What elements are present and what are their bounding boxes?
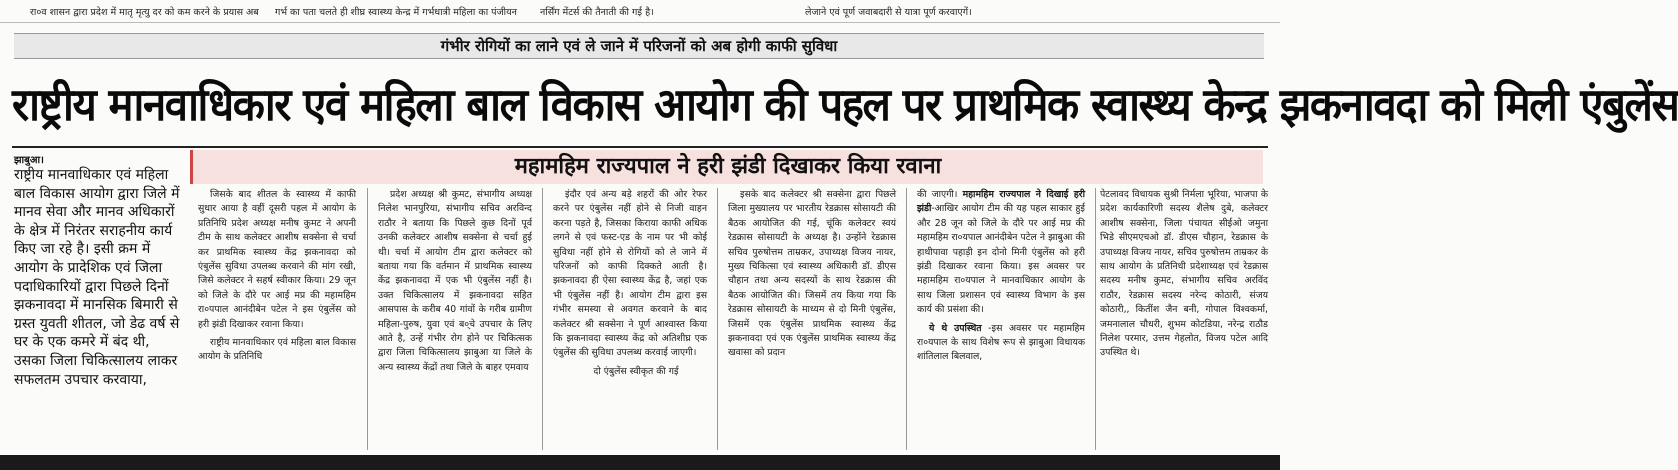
column-5-subheading-2: ये थे उपस्थित bbox=[929, 322, 982, 334]
article-column-2 bbox=[378, 188, 532, 379]
article-column-1 bbox=[198, 188, 356, 369]
column-5-paragraph-2 bbox=[917, 322, 1085, 365]
column-1-paragraph-1: जिसके बाद शीतल के स्वास्थ्य में काफी सुधार आया है वहीं दूसरी पहल में आयोग के प्रतिनिधि प्रदेश अध्यक्ष मनीष कुमट ने अपनी टीम के साथ कलेक्टर आशीष सक्सेना से चर्चा कर प्राथमिक स्वास्थ्य केंद्र झकनावदा को एंबुलेंस सुविधा उपलब्ध करवाने की मांग रखी, जिसे कलेक्टर ने सहर्ष स्वीकार किया। 29 जून को जिले के दौरे पर आई मप्र की महामहिम रा०पपाल आनंदीबेन पटेल ने इस एंबुलेंस को हरी झंडी दिखाकर रवाना किया। bbox=[198, 189, 356, 330]
article-column-5 bbox=[917, 188, 1085, 369]
column-4-paragraph-1: इसके बाद कलेक्टर श्री सक्सेना द्वारा पिछले जिला मुख्यालय पर भारतीय रेडक्रास सोसायटी की बैठक आयोजित की गई, चूंकि कलेक्टर स्वयं रेडक्रास सोसायटी के अध्यक्ष है। उन्होंने रेडक्रास सचिव पुरुषोत्तम ताम्रकर, उपाध्यक्ष विजय नायर, मुख्य चिकित्सा एवं स्वास्थ्य अधिकारी डॉ. डीएस चौहान तथा अन्य सदस्यों के साथ रेडक्रास की बैठक आयोजित की। जिसमें तय किया गया कि रेडक्रास सोसायटी के माध्यम से दो मिनी एंबुलेंस, जिसमें एक एंबुलेंस प्राथमिक स्वास्थ्य केंद्र झकनावदा एवं एक एंबुलेंस प्राथमिक स्वास्थ्य केंद्र खवासा को प्रदान bbox=[728, 189, 896, 359]
column-1-paragraph-2: राष्ट्रीय मानवाधिकार एवं महिला बाल विकास आयोग के प्रतिनिधि bbox=[198, 337, 356, 363]
article-column-6 bbox=[1100, 188, 1268, 365]
column-5-body-2: -इस अवसर पर महामहिम रा०यपाल के साथ विशेष रूप से झाबुआ विधायक शांतिलाल बिलवाल, bbox=[917, 322, 1085, 363]
kicker: गंभीर रोगियों का लाने एवं ले जाने में परिजनों को अब होगी काफी सुविधा bbox=[14, 33, 1264, 59]
headline-rule bbox=[12, 146, 1268, 148]
lead-paragraph: राष्ट्रीय मानवाधिकार एवं महिला बाल विकास आयोग द्वारा जिले में मानव सेवा और मानव अधिकारों के क्षेत्र में निरंतर सराहनीय कार्य किए जा रहे है। इसी क्रम में आयोग के प्रादेशिक एवं जिला पदाधिकारियों द्वारा पिछले दिनों झकनावदा में मानसिक बिमारी से ग्रस्त युवती शीतल, जो डेढ वर्ष से घर के एक कमरे में बंद थी, उसका जिला चिकित्सालय लाकर सफलतम उपचार करवाया, bbox=[14, 167, 180, 388]
column-3-paragraph-2: दो एंबुलेंस स्वीकृत की गई bbox=[593, 365, 679, 377]
column-5-body-1: -आखिर आयोग टीम की यह पहल साकार हुई और 28 जून को जिले के दौरे पर आई मप्र की महामहिम रा०यपाल आनंदीबेन पटेल ने झाबुआ की हाथीपावा पहाड़ी इन दोनो मिनी एंबुलेंस को हरी झंडी दिखाकर रवाना किया। इस अवसर पर महामहिम रा०यपाल ने मानवाधिकार आयोग के साथ जिला प्रशासन एवं स्वास्थ्य विभाग के इस कार्य की प्रसंशा की। bbox=[917, 203, 1085, 316]
top-strip-text-4: लेजाने एवं पूर्ण जवाबदारी से यात्रा पूर्ण करवाएगें। bbox=[805, 7, 972, 18]
column-2-paragraph-1: प्रदेश अध्यक्ष श्री कुमट, संभागीय अध्यक्ष निलेश भानपुरिया, संभागीय सचिव अरविन्द राठौर ने बताया कि पिछले कुछ दिनों पूर्व उनकी कलेक्टर आशीष सक्सेना से चर्चा हुई थी। चर्चा में आयोग टीम द्वारा कलेक्टर को बताया गया कि वर्तमान में प्राथमिक स्वास्थ्य केंद्र झकनावदा में एक भी एंबुलेंस नहीं है। उक्त चिकित्सालय में झकनावदा सहित आसपास के करीब 40 गांवों के गरीब ग्रामीण महिला-पुरुष, युवा एवं ब०्चे उपचार के लिए आते है, उन्हें गंभीर रोग होने पर चिकित्सक द्वारा जिला चिकित्सालय झाबुआ या जिले के अन्य स्वास्थ्य केंद्रों तथा जिले के बाहर एमवाय bbox=[378, 189, 532, 373]
headline: राष्ट्रीय मानवाधिकार एवं महिला बाल विकास आयोग की पहल पर प्राथमिक स्वास्थ्य केन्द्र झकनावदा को मिली एंबुलेंस bbox=[12, 78, 1678, 131]
column-5-intro: की जाएगी। bbox=[917, 189, 958, 200]
column-divider bbox=[367, 188, 368, 450]
bottom-bar bbox=[0, 455, 1280, 470]
article-column-3 bbox=[553, 188, 707, 383]
column-5-subheading-1: महामहिम राज्यपाल ने दिखाई हरी झंडी bbox=[917, 189, 1085, 215]
top-strip-text-1: रा०व शासन द्वारा प्रदेश में मातृ मृत्यु दर को कम करने के प्रयास अब bbox=[30, 7, 259, 18]
column-divider bbox=[906, 188, 907, 450]
column-divider bbox=[1095, 188, 1096, 450]
article-column-4 bbox=[728, 188, 896, 365]
top-strip-text-2: गर्भ का पता चलते ही शीघ्र स्वास्थ्य केन्द्र में गर्भधात्री महिला का पंजीयन bbox=[275, 7, 517, 18]
column-3-paragraph-1: इंदौर एवं अन्य बड़े शहरों की ओर रेफर करने पर एंबुलेंस नहीं होने से निजी वाहन करना पड़ते है, जिसका किराया काफी अधिक लगने से एवं फस्ट-एड के नाम पर भी कोई सुविधा नहीं होने से रोगियों को ले जाने में परिजनों को काफी दिक्कते आती है। झकनावदा ही ऐसा स्वास्थ्य केंद्र है, जहां एक भी एंबुलेंस नहीं है। आयोग टीम द्वारा इस गंभीर समस्या से अवगत करवाने के बाद कलेक्टर श्री सक्सेना ने पूर्ण आश्वास्त किया कि झकनावदा स्वास्थ्य केंद्र को अतिशीघ्र एक एंबुलेंस की सुविधा उपलब्ध करवाई जाएगी। bbox=[553, 189, 707, 359]
column-divider bbox=[717, 188, 718, 450]
column-divider bbox=[542, 188, 543, 450]
top-strip-text-3: नर्सिंग मेंटर्स की तैनाती की गई है। bbox=[540, 7, 654, 18]
dateline: झाबुआ। bbox=[14, 155, 44, 166]
column-6-paragraph-1: पेटलावद विधायक सुश्री निर्मला भूरिया, भाजपा के प्रदेश कार्यकारिणी सदस्य शैलेष दुबे, कलेक्टर आशीष सक्सेना, जिला पंचायत सीईओ जमुना भिडे सीएमएचओ डॉ. डीएस चौहान, रेडक्रास के उपाध्यक्ष विजय नायर, सचिव पुरुषोत्तम ताम्रकर के साथ आयोग के प्रतिनिधी प्रदेशाध्यक्ष एवं रेडक्रास सदस्य मनीष कुमट, संभागीय सचिव अरविंद राठौर, रेडक्रास सदस्य नरेन्द कोठारी, संजय कोठारी,, कितींश जैन बनी, गोपाल विश्वकर्मा, जमनालाल चौधरी, शुभम कोटडिया, नरेन्द्र राठौड निलेश परमार, उत्तम गेहलोत, विजय पटेल आदि उपस्थित थे। bbox=[1100, 189, 1268, 359]
column-5-paragraph-1 bbox=[917, 188, 1085, 318]
subhead: महामहिम राज्यपाल ने हरी झंडी दिखाकर किया रवाना bbox=[190, 150, 1263, 184]
top-strip bbox=[0, 0, 1280, 23]
